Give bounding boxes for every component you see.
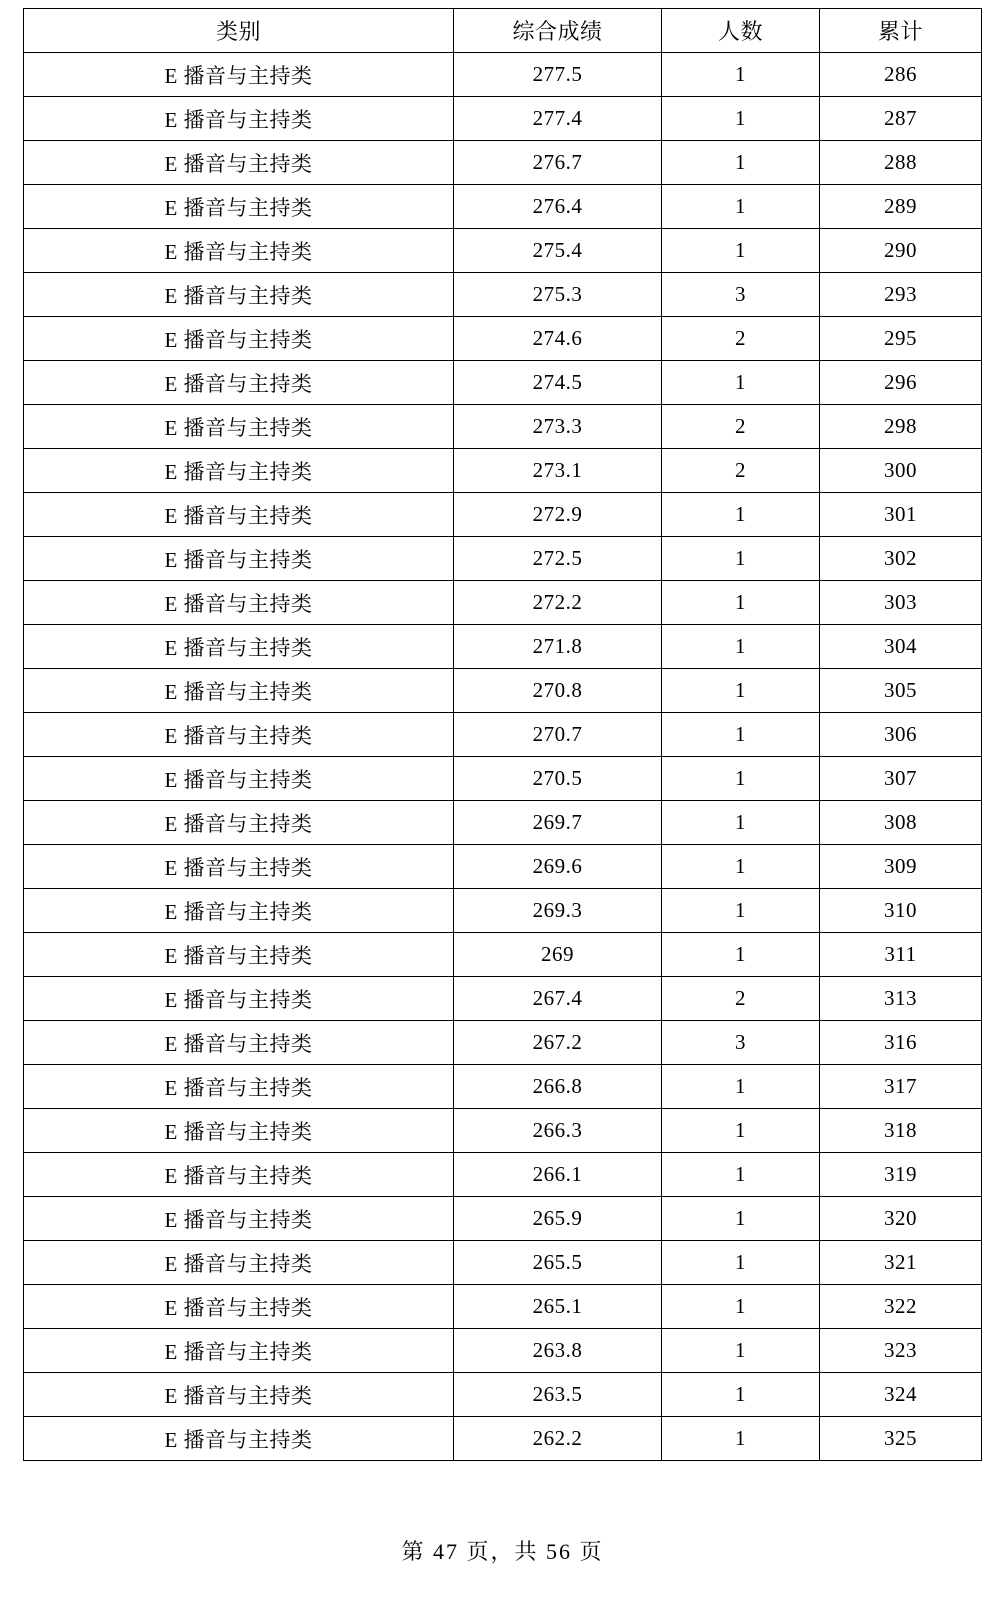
cell-cumulative: 317 [820,1065,982,1109]
cell-count: 1 [662,889,820,933]
cell-composite-score: 276.4 [454,185,662,229]
column-header-count: 人数 [662,9,820,53]
cell-composite-score: 263.8 [454,1329,662,1373]
cell-category: E 播音与主持类 [24,801,454,845]
cell-count: 1 [662,713,820,757]
table-row [24,977,982,1021]
page-footer: 第 47 页，共 56 页 [401,1539,604,1564]
cell-composite-score: 266.1 [454,1153,662,1197]
cell-category: E 播音与主持类 [24,229,454,273]
cell-cumulative: 290 [820,229,982,273]
cell-composite-score: 275.4 [454,229,662,273]
cell-cumulative: 305 [820,669,982,713]
cell-category: E 播音与主持类 [24,1197,454,1241]
table-row [24,53,982,97]
cell-count: 1 [662,361,820,405]
cell-cumulative: 287 [820,97,982,141]
cell-count: 2 [662,449,820,493]
cell-composite-score: 272.2 [454,581,662,625]
table-row [24,1021,982,1065]
cell-category: E 播音与主持类 [24,317,454,361]
table-row [24,669,982,713]
cell-cumulative: 302 [820,537,982,581]
table-row [24,1065,982,1109]
cell-cumulative: 310 [820,889,982,933]
cell-category: E 播音与主持类 [24,361,454,405]
cell-category: E 播音与主持类 [24,141,454,185]
table-row [24,845,982,889]
cell-count: 2 [662,317,820,361]
cell-count: 3 [662,273,820,317]
cell-count: 1 [662,185,820,229]
cell-composite-score: 269.7 [454,801,662,845]
cell-composite-score: 266.8 [454,1065,662,1109]
cell-count: 1 [662,537,820,581]
cell-category: E 播音与主持类 [24,1065,454,1109]
column-header-cumulative: 累计 [820,9,982,53]
cell-count: 1 [662,229,820,273]
cell-composite-score: 266.3 [454,1109,662,1153]
cell-count: 1 [662,1285,820,1329]
cell-composite-score: 273.3 [454,405,662,449]
cell-composite-score: 267.2 [454,1021,662,1065]
cell-count: 1 [662,53,820,97]
cell-category: E 播音与主持类 [24,1109,454,1153]
cell-category: E 播音与主持类 [24,1329,454,1373]
cell-composite-score: 269 [454,933,662,977]
cell-count: 1 [662,581,820,625]
cell-category: E 播音与主持类 [24,581,454,625]
cell-count: 1 [662,1329,820,1373]
cell-cumulative: 304 [820,625,982,669]
cell-category: E 播音与主持类 [24,273,454,317]
cell-count: 1 [662,1417,820,1461]
cell-composite-score: 271.8 [454,625,662,669]
cell-composite-score: 265.5 [454,1241,662,1285]
cell-count: 2 [662,977,820,1021]
cell-composite-score: 275.3 [454,273,662,317]
table-row [24,1109,982,1153]
cell-composite-score: 272.9 [454,493,662,537]
cell-count: 1 [662,493,820,537]
cell-cumulative: 307 [820,757,982,801]
table-row [24,1153,982,1197]
cell-category: E 播音与主持类 [24,757,454,801]
cell-category: E 播音与主持类 [24,53,454,97]
table-row [24,141,982,185]
cell-category: E 播音与主持类 [24,1285,454,1329]
cell-composite-score: 272.5 [454,537,662,581]
cell-cumulative: 298 [820,405,982,449]
table-row [24,1285,982,1329]
cell-cumulative: 318 [820,1109,982,1153]
table-row [24,405,982,449]
cell-composite-score: 276.7 [454,141,662,185]
cell-category: E 播音与主持类 [24,449,454,493]
cell-count: 2 [662,405,820,449]
cell-cumulative: 293 [820,273,982,317]
cell-composite-score: 277.4 [454,97,662,141]
table-row [24,1197,982,1241]
cell-count: 1 [662,801,820,845]
cell-composite-score: 262.2 [454,1417,662,1461]
table-row [24,1241,982,1285]
cell-count: 1 [662,1197,820,1241]
cell-category: E 播音与主持类 [24,977,454,1021]
cell-category: E 播音与主持类 [24,1021,454,1065]
table-row [24,933,982,977]
cell-count: 1 [662,845,820,889]
cell-cumulative: 322 [820,1285,982,1329]
cell-cumulative: 303 [820,581,982,625]
cell-composite-score: 265.9 [454,1197,662,1241]
table-row [24,713,982,757]
cell-count: 1 [662,625,820,669]
cell-count: 1 [662,1065,820,1109]
table-row [24,229,982,273]
table-row [24,581,982,625]
cell-category: E 播音与主持类 [24,933,454,977]
table-row [24,889,982,933]
cell-composite-score: 269.3 [454,889,662,933]
cell-cumulative: 308 [820,801,982,845]
cell-category: E 播音与主持类 [24,493,454,537]
cell-composite-score: 270.7 [454,713,662,757]
cell-count: 1 [662,1109,820,1153]
cell-category: E 播音与主持类 [24,405,454,449]
cell-composite-score: 263.5 [454,1373,662,1417]
cell-cumulative: 324 [820,1373,982,1417]
table-row [24,97,982,141]
table-row [24,317,982,361]
table-row [24,185,982,229]
cell-cumulative: 316 [820,1021,982,1065]
cell-category: E 播音与主持类 [24,889,454,933]
cell-cumulative: 311 [820,933,982,977]
cell-composite-score: 270.8 [454,669,662,713]
cell-cumulative: 325 [820,1417,982,1461]
cell-composite-score: 274.5 [454,361,662,405]
cell-category: E 播音与主持类 [24,1241,454,1285]
table-row [24,757,982,801]
table-row [24,361,982,405]
cell-category: E 播音与主持类 [24,1153,454,1197]
cell-composite-score: 273.1 [454,449,662,493]
cell-cumulative: 288 [820,141,982,185]
cell-cumulative: 323 [820,1329,982,1373]
cell-category: E 播音与主持类 [24,97,454,141]
cell-cumulative: 313 [820,977,982,1021]
table-row [24,1329,982,1373]
cell-composite-score: 267.4 [454,977,662,1021]
cell-category: E 播音与主持类 [24,1373,454,1417]
column-header-composite-score: 综合成绩 [454,9,662,53]
table-header-row [24,9,982,53]
cell-category: E 播音与主持类 [24,625,454,669]
table-row [24,1417,982,1461]
table-row [24,493,982,537]
table-row [24,1373,982,1417]
cell-count: 1 [662,933,820,977]
column-header-category: 类别 [24,9,454,53]
cell-count: 3 [662,1021,820,1065]
cell-category: E 播音与主持类 [24,185,454,229]
cell-count: 1 [662,97,820,141]
cell-cumulative: 306 [820,713,982,757]
cell-cumulative: 296 [820,361,982,405]
cell-cumulative: 319 [820,1153,982,1197]
table-row [24,801,982,845]
cell-category: E 播音与主持类 [24,537,454,581]
cell-composite-score: 265.1 [454,1285,662,1329]
score-distribution-table [23,8,982,1461]
cell-cumulative: 300 [820,449,982,493]
cell-cumulative: 286 [820,53,982,97]
cell-count: 1 [662,1373,820,1417]
cell-category: E 播音与主持类 [24,1417,454,1461]
cell-composite-score: 277.5 [454,53,662,97]
cell-cumulative: 321 [820,1241,982,1285]
cell-composite-score: 270.5 [454,757,662,801]
cell-count: 1 [662,669,820,713]
cell-count: 1 [662,141,820,185]
cell-cumulative: 320 [820,1197,982,1241]
cell-category: E 播音与主持类 [24,713,454,757]
cell-cumulative: 301 [820,493,982,537]
table-row [24,273,982,317]
cell-count: 1 [662,1153,820,1197]
cell-cumulative: 309 [820,845,982,889]
cell-category: E 播音与主持类 [24,845,454,889]
cell-composite-score: 274.6 [454,317,662,361]
table-row [24,449,982,493]
table-row [24,625,982,669]
table-body [24,53,982,1461]
cell-cumulative: 295 [820,317,982,361]
cell-count: 1 [662,757,820,801]
cell-cumulative: 289 [820,185,982,229]
table-row [24,537,982,581]
table-header [24,9,982,53]
cell-count: 1 [662,1241,820,1285]
cell-category: E 播音与主持类 [24,669,454,713]
cell-composite-score: 269.6 [454,845,662,889]
